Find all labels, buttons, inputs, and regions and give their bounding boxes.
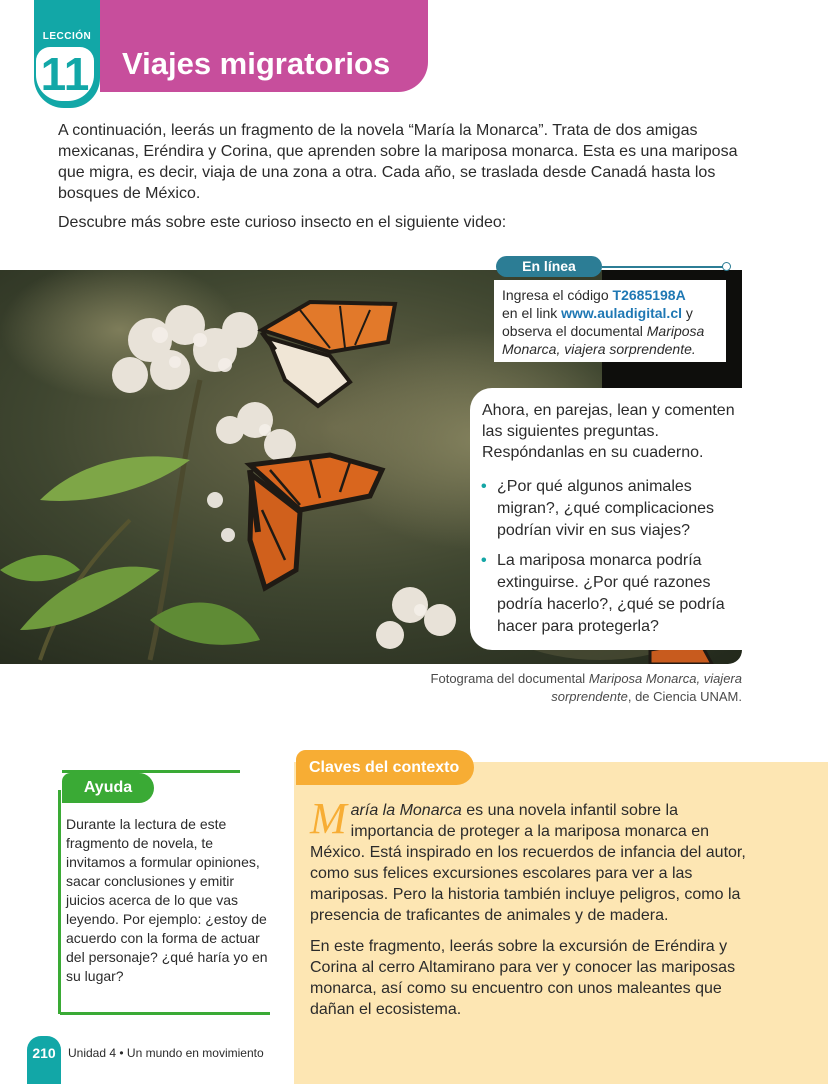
claves-paragraph-2: En este fragmento, leerás sobre la excursión de Eréndira y Corina al cerro Altamirano para ver y conocer las mariposas monarca, así como su encuentro con unos maleantes que dañan el ecosistema.	[310, 938, 736, 1018]
ayuda-border-left	[58, 790, 61, 1014]
question-item: • ¿Por qué algunos animales migran?, ¿qué complicaciones podrían vivir en sus viajes?	[481, 478, 714, 539]
question-item: • La mariposa monarca podría extinguirse. ¿Por qué razones podría hacerlo?, ¿qué se podría hacer para protegerla?	[481, 552, 725, 635]
ayuda-border-bottom	[60, 1012, 270, 1015]
lesson-label: LECCIÓN	[42, 31, 92, 42]
bullet-icon: •	[481, 552, 487, 569]
documentary-title: Mariposa Monarca, viajera sorprendente.	[502, 323, 705, 357]
claves-text	[310, 794, 746, 1030]
unit-footer: Unidad 4 • Un mundo en movimiento	[68, 1046, 264, 1060]
bullet-icon: •	[481, 478, 487, 495]
en-linea-dot	[722, 262, 731, 271]
intro-paragraph-1: A continuación, leerás un fragmento de la novela “María la Monarca”. Trata de dos amigas mexicanas, Eréndira y Corina, que aprenden sobre la mariposa monarca. Esta es una mariposa que migra, es decir, viaja de una zona a otra. Cada año, se traslada desde Canadá hasta los bosques de México.	[58, 122, 738, 202]
ayuda-label: Ayuda	[62, 773, 154, 803]
questions-list	[480, 476, 742, 646]
en-linea-label: En línea	[496, 256, 602, 277]
en-linea-rule	[602, 266, 724, 268]
questions-intro: Ahora, en parejas, lean y comenten las siguientes preguntas. Respóndanlas en su cuaderno.	[482, 402, 735, 461]
claves-paragraph-1: María la Monarca es una novela infantil sobre la importancia de proteger a la mariposa monarca en México. Está inspirado en los recuerdos de infancia del autor, como sus felices excursiones escolares para ver a las mariposas. Pero la historia también incluye peligros, como la presencia de traficantes de animales y de madera.	[310, 794, 746, 924]
intro-text	[58, 120, 748, 241]
access-code: T2685198A	[612, 287, 686, 303]
ayuda-text: Durante la lectura de este fragmento de novela, te invitamos a formular opiniones, sacar conclusiones y emitir juicios acerca de lo que vas leyendo. Por ejemplo: ¿estoy de acuerdo con la forma de actuar del personaje? ¿qué haría yo en su lugar?	[66, 816, 268, 984]
claves-label: Claves del contexto	[296, 750, 474, 785]
page-title: Viajes migratorios	[122, 46, 391, 81]
lesson-number: 11	[36, 47, 94, 101]
en-linea-box: Ingresa el código T2685198A en el link www.auladigital.cl y observa el documental Mariposa Monarca, viajera sorprendente.	[494, 280, 726, 362]
photo-caption: Fotograma del documental Mariposa Monarca, viajera sorprendente, de Ciencia UNAM.	[430, 671, 742, 704]
page-number: 210	[32, 1045, 56, 1061]
drop-cap: M	[310, 794, 347, 843]
auladigital-link[interactable]: www.auladigital.cl	[561, 305, 682, 321]
intro-paragraph-2: Descubre más sobre este curioso insecto en el siguiente video:	[58, 214, 507, 231]
novel-title: aría la Monarca	[350, 802, 462, 819]
